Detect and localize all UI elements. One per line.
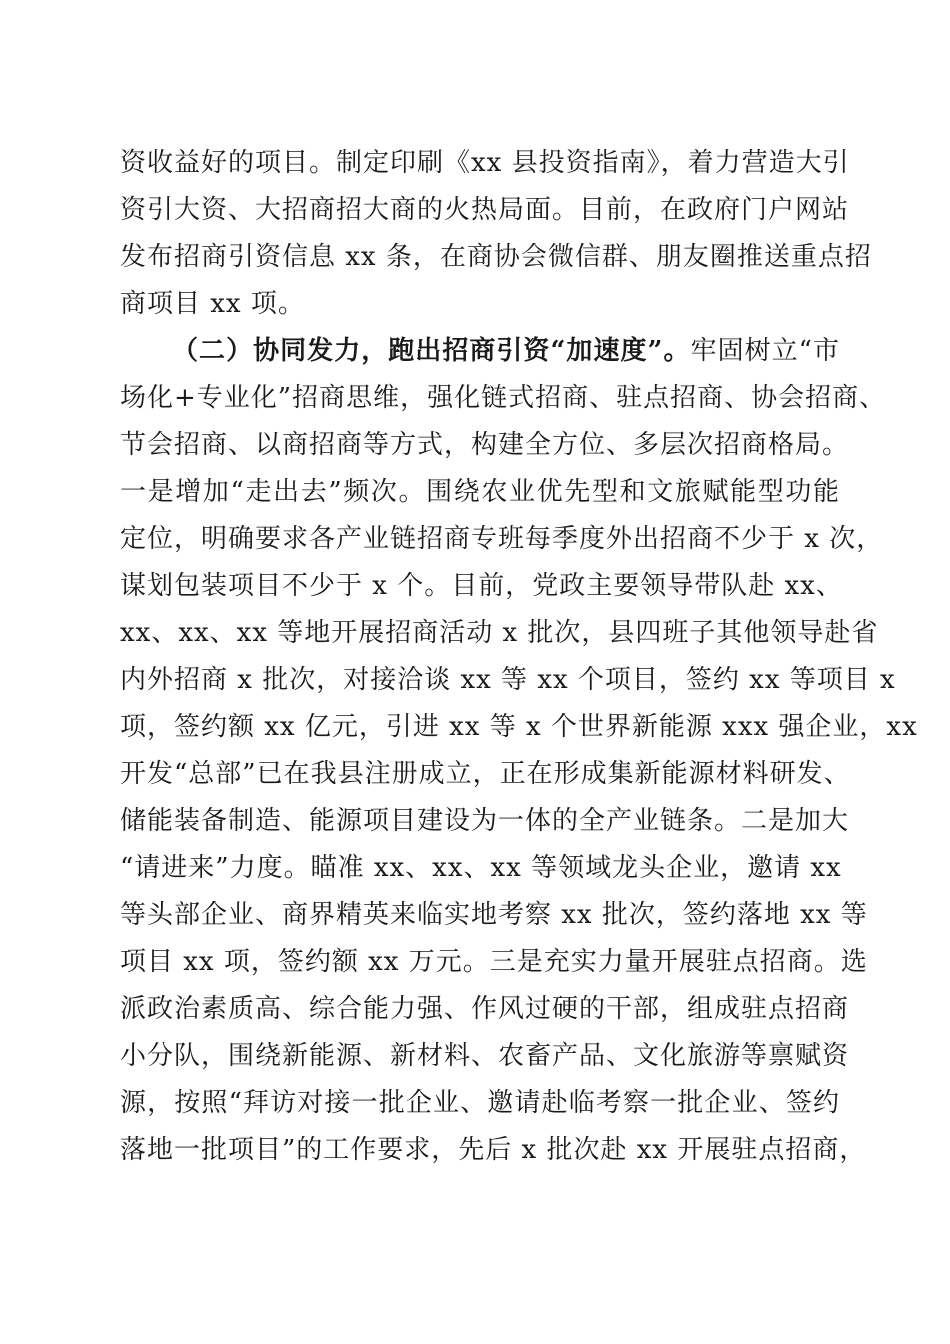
- paragraph-2-line: 源，按照“拜访对接一批企业、邀请赴临考察一批企业、签约: [120, 1088, 840, 1118]
- paragraph-2-line: 派政治素质高、综合能力强、作风过硬的干部，组成驻点招商: [120, 994, 850, 1024]
- paragraph-2-line: 开发“总部”已在我县注册成立，正在形成集新能源材料研发、: [120, 759, 851, 789]
- paragraph-1-line: 资引大资、大招商招大商的火热局面。目前，在政府门户网站: [120, 195, 850, 225]
- paragraph-1-line: 发布招商引资信息 xx 条，在商协会微信群、朋友圈推送重点招: [120, 242, 872, 272]
- paragraph-2-line: 谋划包装项目不少于 x 个。目前，党政主要领导带队赴 xx、: [120, 571, 843, 601]
- paragraph-2-line: 内外招商 x 批次，对接洽谈 xx 等 xx 个项目，签约 xx 等项目 x: [120, 665, 896, 695]
- paragraph-1-line: 商项目 xx 项。: [120, 289, 305, 319]
- paragraph-1-line: 资收益好的项目。制定印刷《xx 县投资指南》，着力营造大引: [120, 148, 850, 178]
- paragraph-2-line: 储能装备制造、能源项目建设为一体的全产业链条。二是加大: [120, 806, 850, 836]
- paragraph-2-line: 定位，明确要求各产业链招商专班每季度外出招商不少于 x 次，: [120, 524, 884, 554]
- document-body: [120, 140, 918, 1174]
- paragraph-2-line: 小分队，围绕新能源、新材料、农畜产品、文化旅游等禀赋资: [120, 1041, 850, 1071]
- paragraph-2-line: 一是增加“走出去”频次。围绕农业优先型和文旅赋能型功能: [120, 477, 840, 507]
- paragraph-2-line: 项目 xx 项，签约额 xx 万元。三是充实力量开展驻点招商。选: [120, 947, 868, 977]
- paragraph-2-line: 落地一批项目”的工作要求，先后 x 批次赴 xx 开展驻点招商，: [120, 1135, 867, 1165]
- paragraph-2-first-line-rest: 牢固树立“市: [690, 336, 840, 366]
- paragraph-2-line: “请进来”力度。瞄准 xx、xx、xx 等领域龙头企业，邀请 xx: [120, 853, 842, 883]
- paragraph-2-line: 节会招商、以商招商等方式，构建全方位、多层次招商格局。: [120, 430, 850, 460]
- section-heading: （二）协同发力，跑出招商引资“加速度”。: [172, 336, 691, 366]
- paragraph-2-first-line: [120, 328, 840, 375]
- paragraph-2-line: 等头部企业、商界精英来临实地考察 xx 批次，签约落地 xx 等: [120, 900, 868, 930]
- paragraph-2-line: xx、xx、xx 等地开展招商活动 x 批次，县四班子其他领导赴省: [120, 618, 879, 648]
- paragraph-2-line: 场化+专业化”招商思维，强化链式招商、驻点招商、协会招商、: [120, 383, 887, 413]
- paragraph-2-line: 项，签约额 xx 亿元，引进 xx 等 x 个世界新能源 xxx 强企业，xx: [120, 712, 918, 742]
